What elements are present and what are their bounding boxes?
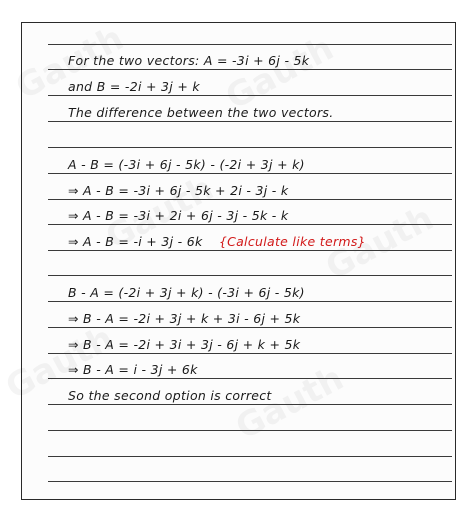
ruled-line (48, 199, 452, 200)
ruled-line (48, 173, 452, 174)
ruled-line (48, 327, 452, 328)
calculate-like-terms-note: {Calculate like terms} (218, 234, 366, 249)
ruled-line (48, 250, 452, 251)
ruled-line (48, 121, 452, 122)
text-line-a-minus-b-3: ⇒ A - B = -3i + 2i + 6j - 3j - 5k - k (68, 208, 289, 223)
ruled-line (48, 430, 452, 431)
ruled-line (48, 147, 452, 148)
notebook-page (21, 22, 456, 500)
text-line-a-minus-b-result (68, 234, 366, 249)
ruled-line (48, 404, 452, 405)
ruled-line (48, 378, 452, 379)
text-line-b-minus-a-2: ⇒ B - A = -2i + 3j + k + 3i - 6j + 5k (68, 311, 301, 326)
ruled-line (48, 69, 452, 70)
a-minus-b-result: ⇒ A - B = -i + 3j - 6k (68, 234, 203, 249)
text-line-b-minus-a-1: B - A = (-2i + 3j + k) - (-3i + 6j - 5k) (68, 285, 305, 300)
ruled-line (48, 353, 452, 354)
text-line-a-minus-b-1: A - B = (-3i + 6j - 5k) - (-2i + 3j + k) (68, 157, 305, 172)
ruled-line (48, 301, 452, 302)
ruled-line (48, 481, 452, 482)
ruled-line (48, 224, 452, 225)
text-line-b-minus-a-3: ⇒ B - A = -2i + 3i + 3j - 6j + k + 5k (68, 337, 301, 352)
text-line-b-minus-a-result: ⇒ B - A = i - 3j + 6k (68, 362, 198, 377)
watermark (229, 358, 350, 448)
text-line-conclusion: So the second option is correct (68, 388, 272, 403)
ruled-line (48, 275, 452, 276)
text-line-vector-a: For the two vectors: A = -3i + 6j - 5k (68, 53, 310, 68)
text-line-vector-b: and B = -2i + 3j + k (68, 79, 200, 94)
ruled-line (48, 456, 452, 457)
ruled-line (48, 95, 452, 96)
text-line-a-minus-b-2: ⇒ A - B = -3i + 6j - 5k + 2i - 3j - k (68, 183, 289, 198)
ruled-line (48, 44, 452, 45)
text-line-difference: The difference between the two vectors. (68, 105, 334, 120)
